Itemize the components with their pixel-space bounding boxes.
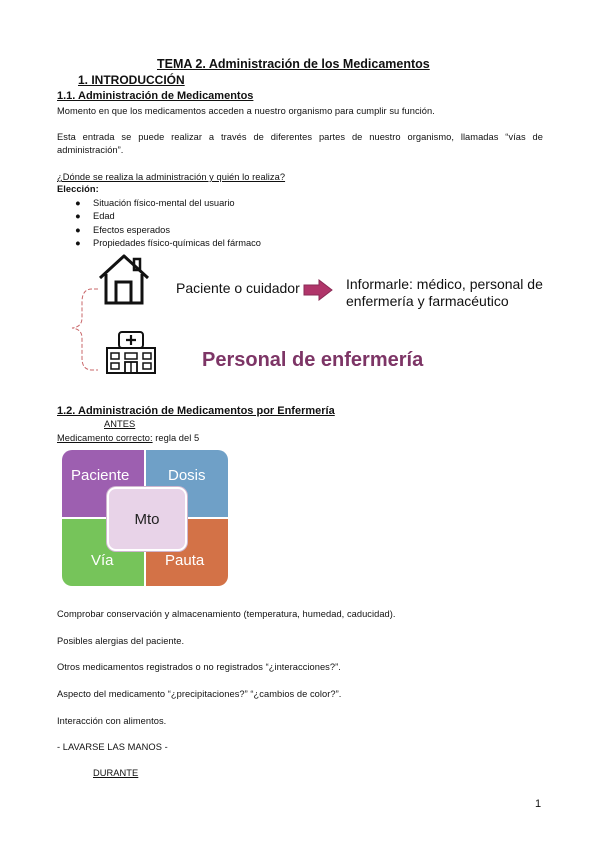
- page-title: TEMA 2. Administración de los Medicamentos: [157, 57, 430, 71]
- paragraph-2-line-1: Esta entrada se puede realizar a través de diferentes partes de nuestro organismo, llamadas “vías de: [57, 132, 543, 142]
- regla-label: regla del 5: [152, 433, 200, 443]
- nursing-staff-label: Personal de enfermería: [202, 349, 424, 371]
- home-label: Paciente o cuidador: [176, 280, 300, 296]
- medicamento-correcto-label: Medicamento correcto:: [57, 433, 153, 443]
- matrix-label-via: Vía: [91, 552, 114, 569]
- bullet-item: [75, 225, 170, 235]
- section-1-heading-text: 1. INTRODUCCIÓN: [78, 73, 185, 87]
- durante-label: DURANTE: [93, 768, 139, 778]
- bullet-icon: ●: [75, 211, 81, 221]
- house-icon: [97, 253, 151, 307]
- antes-label: ANTES: [104, 419, 136, 429]
- inform-line-2: enfermería y farmacéutico: [346, 293, 509, 309]
- question-text: ¿Dónde se realiza la administración y quién lo realiza?: [57, 172, 286, 182]
- bullet-text: Efectos esperados: [93, 225, 171, 235]
- arrow-right-icon: [303, 279, 333, 301]
- eleccion-label: Elección:: [57, 184, 99, 194]
- hospital-icon: [103, 329, 159, 375]
- bullet-item: [75, 238, 261, 248]
- matrix-label-pauta: Pauta: [165, 552, 205, 569]
- bullet-text: Situación físico-mental del usuario: [93, 198, 235, 208]
- subsection-1-1-heading: 1.1. Administración de Medicamentos: [57, 90, 254, 102]
- bullet-icon: ●: [75, 225, 81, 235]
- subsection-1-2-heading: 1.2. Administración de Medicamentos por Enfermería: [57, 405, 335, 417]
- text-line: Aspecto del medicamento “¿precipitaciones?” “¿cambios de color?”.: [57, 689, 342, 699]
- bullet-item: [75, 198, 235, 208]
- matrix-label-paciente: Paciente: [71, 467, 130, 484]
- paragraph-2-line-2: administración”.: [57, 145, 124, 155]
- bullet-item: [75, 211, 115, 221]
- text-line: Otros medicamentos registrados o no registrados “¿interacciones?”.: [57, 662, 341, 672]
- bullet-icon: ●: [75, 238, 81, 248]
- paragraph-1: Momento en que los medicamentos acceden a nuestro organismo para cumplir su función.: [57, 106, 435, 116]
- text-line: Posibles alergias del paciente.: [57, 636, 185, 646]
- page-number: 1: [535, 798, 542, 810]
- correct-medication-matrix: [62, 450, 228, 586]
- matrix-label-dosis: Dosis: [168, 467, 206, 484]
- bullet-text: Propiedades físico-químicas del fármaco: [93, 238, 261, 248]
- bullet-text: Edad: [93, 211, 115, 221]
- matrix-center-mto: Mto: [107, 487, 187, 551]
- text-line: Comprobar conservación y almacenamiento (temperatura, humedad, caducidad).: [57, 609, 396, 619]
- wash-hands-line: - LAVARSE LAS MANOS -: [57, 742, 168, 752]
- text-line: Interacción con alimentos.: [57, 716, 167, 726]
- section-1-heading: [78, 73, 185, 87]
- bullet-icon: ●: [75, 198, 81, 208]
- inform-line-1: Informarle: médico, personal de: [346, 276, 543, 292]
- medicamento-correcto-line: [57, 433, 199, 443]
